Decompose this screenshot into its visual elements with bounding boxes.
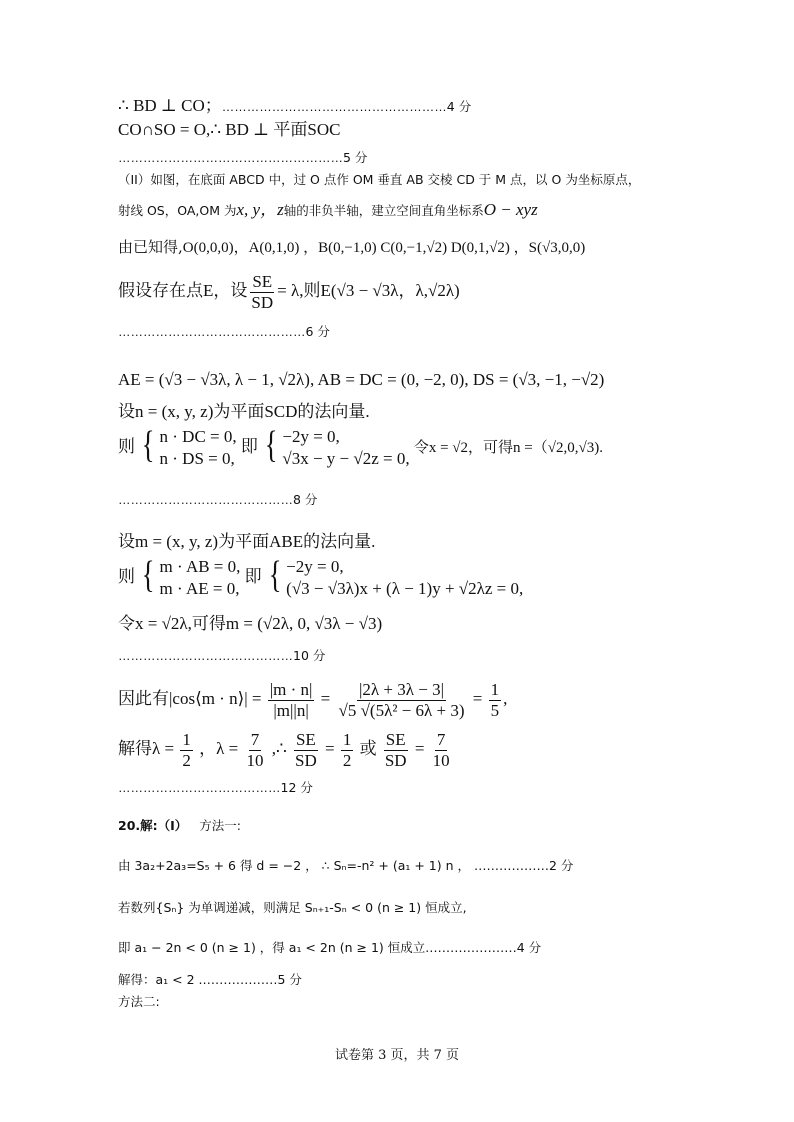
part-2-intro: （II）如图，在底面 ABCD 中，过 O 点作 OM 垂直 AB 交棱 CD 于 M 点，以 O 为坐标原点， — [118, 172, 641, 187]
score-line-10: ……………………………………10 分 — [118, 648, 326, 663]
score-line-6: ………………………………………6 分 — [118, 324, 330, 339]
coordinate-system-line: 射线 OS，OA,OM 为x, y，z轴的非负半轴，建立空间直角坐标系O − xyz — [118, 200, 538, 219]
method-1-line-4: 解得：a₁ < 2 .………………5 分 — [118, 972, 302, 987]
assume-point-e: 假设存在点E，设 $\frac{SE}{SD}$ = λ,则E(√3 − √3λ，λ,√2λ) — [118, 272, 460, 312]
method-1-line-2: 若数列{Sₙ} 为单调递减，则满足 Sₙ₊₁-Sₙ < 0 (n ≥ 1) 恒成立, — [118, 900, 467, 915]
line-bd-perp-co: ∴ BD ⊥ CO；………………………………………………4 分 — [118, 96, 472, 115]
method-1-line-3: 即 a₁ − 2n < 0 (n ≥ 1) ，得 a₁ < 2n (n ≥ 1) 恒成立.…………………4 分 — [118, 940, 542, 955]
vectors-line: AE = (√3 − √3λ, λ − 1, √2λ), AB = DC = (0, −2, 0), DS = (√3, −1, −√2) — [118, 370, 605, 389]
method-1-line-1: 由 3a₂+2a₃=S₅ + 6 得 d = −2 ， ∴ Sₙ=-n² + (a₁ + 1) n ， ………………2 分 — [118, 858, 574, 873]
system-n: 则 { n · DC = 0, n · DS = 0, 即 { −2y = 0, √3x − y − √2z = 0, 令x = √2，可得n =（√2,0,√3). — [118, 424, 603, 469]
question-20-heading: 20.解:（I） 方法一: — [118, 818, 241, 833]
system-m: 则 { m · AB = 0, m · AE = 0, 即 { −2y = 0, (√3 − √3λ)x + (λ − 1)y + √2λz = 0, — [118, 554, 524, 599]
score-line-8: ……………………………………8 分 — [118, 492, 318, 507]
normal-m-intro: 设m = (x, y, z)为平面ABE的法向量. — [118, 532, 376, 551]
line-bd-perp-plane: CO∩SO = O,∴ BD ⊥ 平面SOC — [118, 120, 341, 139]
score-line-5: ………………………………………………5 分 — [118, 150, 368, 165]
solve-lambda: 解得λ = $\frac{1}{2}$ ，λ = $\frac{7}{10}$ ,∴ $\frac{SE}{SD}$ = $\frac{1}{2}$ 或 $\frac{SE}{SD}$ = $\frac{7}{10}$ — [118, 730, 450, 770]
page-footer: 试卷第 3 页，共 7 页 — [334, 1048, 460, 1063]
cosine-equation: 因此有|cos⟨m · n⟩| = $\frac{|m \cdot n|}{|m||n|}$ = $\frac{|2\lambda + 3\lambda - 3|}{\text{√5 √(5λ² − 6λ + 3)}}$ = $\frac{1}{5}$ , — [118, 680, 508, 720]
score-line-12: …………………………………12 分 — [118, 780, 313, 795]
known-points-line: 由已知得,O(0,0,0)，A(0,1,0) ，B(0,−1,0) C(0,−1,√2) D(0,1,√2) ，S(√3,0,0) — [118, 238, 586, 256]
let-x-m: 令x = √2λ,可得m = (√2λ, 0, √3λ − √3) — [118, 614, 383, 633]
normal-n-intro: 设n = (x, y, z)为平面SCD的法向量. — [118, 402, 370, 421]
method-2-heading: 方法二: — [118, 994, 160, 1009]
